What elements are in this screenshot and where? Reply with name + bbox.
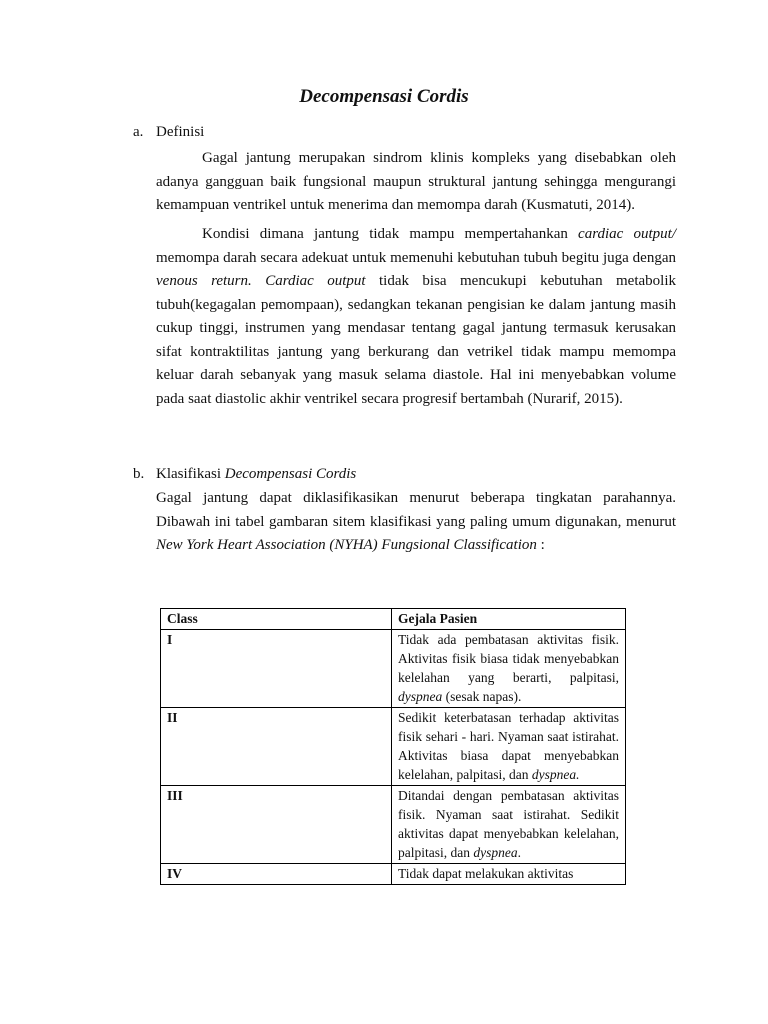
table-row — [161, 708, 626, 786]
table-row — [161, 630, 626, 708]
symptom-italic: dyspnea. — [531, 767, 580, 782]
p2-text-b: memompa darah secara adekuat untuk memenuhi kebutuhan tubuh begitu juga dengan — [156, 249, 676, 266]
symptom-text-end: . — [517, 845, 521, 860]
nyha-classification-table — [160, 608, 626, 885]
p2-text-c: tidak bisa mencukupi kebutuhan metabolik tubuh(kegagalan pemompaan), sedangkan tekanan pengisian ke dalam jantung masih cukup tinggi, instrumen yang mendasar tentang gagal jantung termasuk kerusakan sifat kontraktilitas jantung yang berkurang dan vetrikel tidak mampu memompa keluar darah sebanyak yang masuk selama diastole. Hal ini menyebabkan volume pada saat diastolic akhir ventrikel secara progresif bertambah (Nurarif, 2015). — [156, 273, 676, 407]
symptom-text: Tidak ada pembatasan aktivitas fisik. Aktivitas fisik biasa tidak menyebabkan kelelahan yang berarti, palpitasi, — [398, 632, 619, 685]
document-title: Decompensasi Cordis — [299, 86, 469, 107]
symptom-cell — [392, 786, 626, 864]
symptom-cell — [392, 708, 626, 786]
table-row — [161, 786, 626, 864]
header-gejala-pasien: Gejala Pasien — [392, 609, 626, 630]
header-class: Class — [161, 609, 392, 630]
symptom-italic: dyspnea — [473, 845, 518, 860]
section-b-title-italic: Decompensasi Cordis — [224, 466, 357, 482]
section-b-title: Klasifikasi — [156, 466, 225, 482]
symptom-text: Ditandai dengan pembatasan aktivitas fisik. Nyaman saat istirahat. Sedikit aktivitas dapat menyebabkan kelelahan, palpitasi, dan — [398, 788, 619, 860]
p2-italic-cardiac-output: cardiac output/ — [578, 226, 676, 242]
symptom-italic: dyspnea — [398, 689, 443, 704]
symptom-text: Tidak dapat melakukan aktivitas — [398, 866, 574, 881]
symptom-text-end: (sesak napas). — [442, 689, 522, 704]
class-cell: II — [161, 708, 392, 786]
classification-paragraph — [156, 487, 676, 558]
section-b-marker: b. — [133, 466, 145, 482]
symptom-cell — [392, 864, 626, 885]
class-cell: III — [161, 786, 392, 864]
section-a-title: Definisi — [156, 124, 205, 140]
class-cell: I — [161, 630, 392, 708]
section-a-marker: a. — [133, 124, 144, 140]
p2-text-a: Kondisi dimana jantung tidak mampu mempertahankan — [202, 226, 579, 242]
symptom-cell — [392, 630, 626, 708]
table-row — [161, 864, 626, 885]
class-cell: IV — [161, 864, 392, 885]
definition-paragraph-2 — [156, 223, 676, 411]
definition-paragraph-1: Gagal jantung merupakan sindrom klinis kompleks yang disebabkan oleh adanya gangguan baik fungsional maupun struktural jantung sehingga mengurangi kemampuan ventrikel untuk menerima dan memompa darah (Kusmatuti, 2014). — [156, 150, 676, 213]
section-b-heading — [133, 463, 356, 485]
cls-text-a: Gagal jantung dapat diklasifikasikan menurut beberapa tingkatan parahannya. Dibawah ini tabel gambaran sitem klasifikasi yang paling umum digunakan, menurut — [156, 490, 676, 530]
cls-italic-nyha: New York Heart Association (NYHA) Fungsional Classification — [156, 537, 537, 553]
symptom-text: Sedikit keterbatasan terhadap aktivitas fisik sehari - hari. Nyaman saat istirahat. Aktivitas biasa dapat menyebabkan kelelahan, palpitasi, dan — [398, 710, 619, 782]
p2-italic-venous-return: venous return. Cardiac output — [156, 273, 366, 289]
cls-text-b: : — [536, 537, 545, 553]
section-a-heading — [133, 121, 204, 143]
table-header-row — [161, 609, 626, 630]
